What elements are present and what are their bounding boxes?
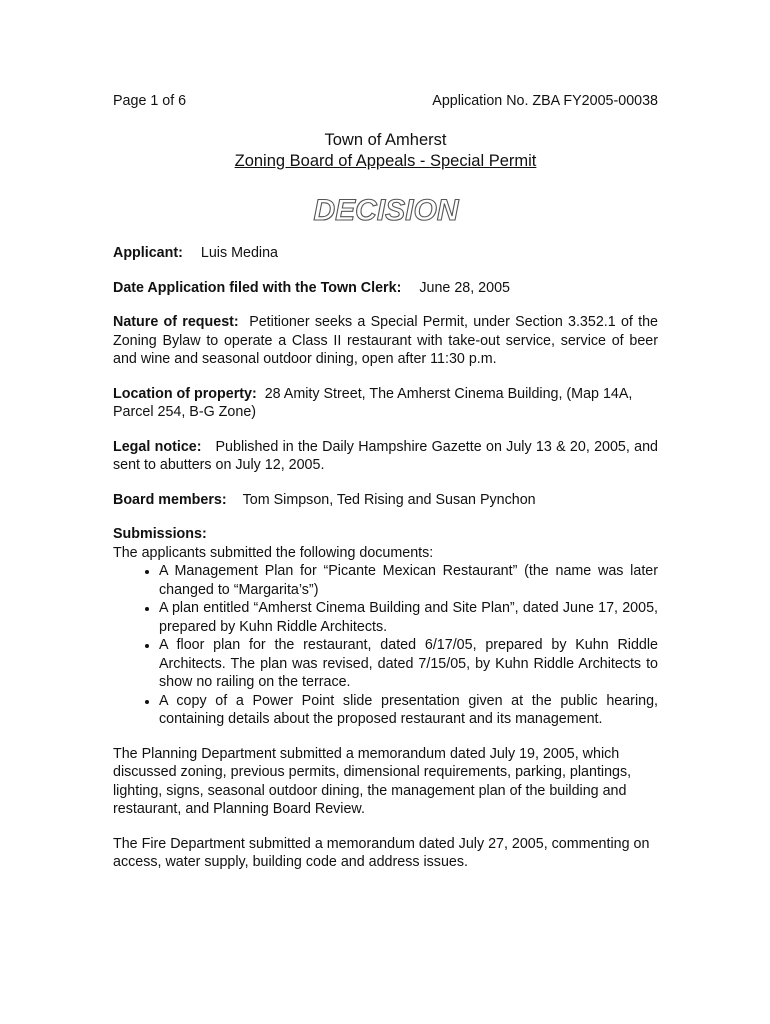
list-item: • A plan entitled “Amherst Cinema Building and Site Plan”, dated June 17, 2005, prepared by Kuhn Riddle Architects. <box>159 599 658 636</box>
decision-outline-text <box>306 190 466 228</box>
nature-value: Petitioner seeks a Special Permit, under Section 3.352.1 of the Zoning Bylaw to operate a Class II restaurant with take-out service, service of beer and wine and seasonal outdoor dining, open after 11:30 p.m. <box>113 314 658 367</box>
legal-notice <box>113 438 658 475</box>
legal-value: Published in the Daily Hampshire Gazette on July 13 & 20, 2005, and sent to abutters on July 12, 2005. <box>113 438 658 473</box>
list-item: • A Management Plan for “Picante Mexican Restaurant” (the name was later changed to “Margarita’s”) <box>159 562 658 599</box>
board-value: Tom Simpson, Ted Rising and Susan Pynchon <box>242 491 536 508</box>
list-item: • A copy of a Power Point slide presentation given at the public hearing, containing details about the proposed restaurant and its management. <box>159 692 658 729</box>
submissions-heading: Submissions: <box>113 526 207 542</box>
date-filed-value: June 28, 2005 <box>419 279 510 296</box>
page-header <box>113 93 658 113</box>
location-label: Location of property: <box>113 385 257 402</box>
town-title: Town of Amherst <box>324 131 447 149</box>
document-body <box>113 244 658 888</box>
legal-label: Legal notice: <box>113 438 202 455</box>
board-members <box>113 491 658 510</box>
applicant-line <box>113 244 658 263</box>
date-filed-label: Date Application filed with the Town Clerk: <box>113 279 402 296</box>
location-of-property <box>113 385 658 422</box>
date-filed-line <box>113 279 658 298</box>
decision-heading <box>113 190 658 232</box>
board-label: Board members: <box>113 491 227 508</box>
applicant-label: Applicant: <box>113 245 183 261</box>
board-title: Zoning Board of Appeals - Special Permit <box>234 152 537 170</box>
submissions-section <box>113 525 658 729</box>
fire-department-paragraph: The Fire Department submitted a memorandum dated July 27, 2005, commenting on access, water supply, building code and address issues. <box>113 835 650 870</box>
svg-text:DECISION: DECISION <box>312 194 459 227</box>
page-number: Page 1 of 6 <box>113 93 187 109</box>
location-value: 28 Amity Street, The Amherst Cinema Building, (Map 14A, Parcel 254, B-G Zone) <box>113 385 633 420</box>
application-number: Application No. ZBA FY2005-00038 <box>432 93 658 109</box>
nature-of-request <box>113 313 658 369</box>
applicant-value: Luis Medina <box>200 245 278 261</box>
planning-department-paragraph: The Planning Department submitted a memorandum dated July 19, 2005, which discussed zoning, previous permits, dimensional requirements, parking, plantings, lighting, signs, seasonal outdoor dining, the management plan of the building and restaurant, and Planning Board Review. <box>113 745 632 817</box>
submissions-list <box>113 562 658 729</box>
submissions-intro: The applicants submitted the following documents: <box>113 544 434 561</box>
nature-label: Nature of request: <box>113 314 239 330</box>
list-item: • A floor plan for the restaurant, dated 6/17/05, prepared by Kuhn Riddle Architects. The plan was revised, dated 7/15/05, by Kuhn Riddle Architects to show no railing on the terrace. <box>159 636 658 692</box>
